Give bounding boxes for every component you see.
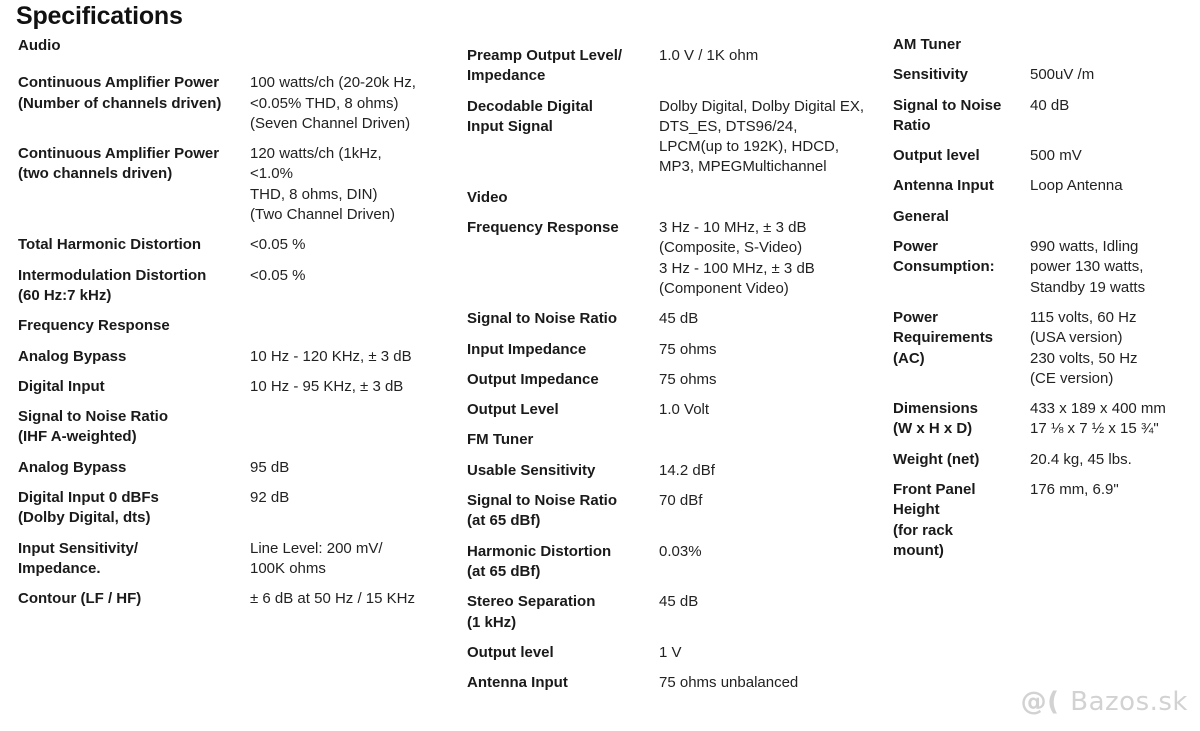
- at-logo-icon: @(: [1020, 687, 1060, 717]
- spec-row: [467, 673, 887, 693]
- spec-label: Audio: [18, 37, 61, 54]
- watermark-text: Bazos.sk: [1061, 687, 1188, 717]
- spec-value: 75 ohms unbalanced: [659, 674, 799, 692]
- spec-row: [18, 266, 448, 307]
- spec-label: AM Tuner: [893, 36, 962, 53]
- spec-row: [18, 347, 448, 367]
- watermark: [1021, 687, 1188, 717]
- spec-value: ± 6 dB at 50 Hz / 15 KHz: [250, 590, 415, 608]
- spec-row: [467, 592, 887, 633]
- spec-value: Dolby Digital, Dolby Digital EX, DTS_ES, DTS96/24, LPCM(up to 192K), HDCD, MP3, MPEGMultichannel: [659, 97, 865, 176]
- spec-value: 1.0 Volt: [659, 401, 710, 419]
- spec-row: [18, 407, 448, 448]
- spec-row: [467, 97, 887, 178]
- spec-row: [18, 377, 448, 397]
- spec-value: 433 x 189 x 400 mm 17 ⅛ x 7 ½ x 15 ¾": [1030, 400, 1166, 438]
- spec-row: [18, 36, 448, 56]
- spec-row: [467, 46, 887, 87]
- spec-column-audio: [18, 36, 448, 610]
- spec-value: 95 dB: [250, 458, 290, 476]
- spec-value: 10 Hz - 120 KHz, ± 3 dB: [250, 347, 412, 365]
- spec-row: [893, 96, 1193, 137]
- spec-label: Sensitivity: [893, 66, 969, 84]
- spec-label: Preamp Output Level/ Impedance: [467, 47, 623, 85]
- spec-label: Dimensions (W x H x D): [893, 400, 979, 438]
- spec-label: Continuous Amplifier Power (two channels driven): [18, 145, 220, 183]
- spec-row: [893, 480, 1193, 561]
- spec-label: Weight (net): [893, 450, 980, 468]
- spec-label: Output Level: [467, 401, 559, 419]
- spec-value: 3 Hz - 10 MHz, ± 3 dB (Composite, S-Video) 3 Hz - 100 MHz, ± 3 dB (Component Video): [659, 219, 815, 297]
- spec-value: <0.05 %: [250, 236, 306, 254]
- spec-label: Total Harmonic Distortion: [18, 236, 202, 254]
- spec-label: Front Panel Height (for rack mount): [893, 481, 976, 559]
- spec-value: 75 ohms: [659, 340, 717, 358]
- spec-row: [467, 400, 887, 420]
- spec-row: [18, 235, 448, 255]
- spec-label: Signal to Noise Ratio: [467, 310, 618, 328]
- spec-value: 0.03%: [659, 542, 702, 560]
- spec-label: Input Impedance: [467, 340, 587, 358]
- spec-value: 92 dB: [250, 489, 290, 507]
- spec-value: <0.05 %: [250, 266, 306, 284]
- spec-label: Digital Input 0 dBFs (Dolby Digital, dts): [18, 489, 159, 527]
- spec-row: [893, 450, 1193, 470]
- spec-value: 10 Hz - 95 KHz, ± 3 dB: [250, 377, 404, 395]
- spec-row: [18, 539, 448, 580]
- spec-label: Output level: [467, 643, 554, 661]
- spec-value: Line Level: 200 mV/ 100K ohms: [250, 539, 383, 577]
- spec-row: [18, 458, 448, 478]
- spec-label: Analog Bypass: [18, 458, 127, 476]
- spec-row: [467, 370, 887, 390]
- spec-label: Output Impedance: [467, 370, 599, 388]
- spec-label: Input Sensitivity/ Impedance.: [18, 539, 139, 577]
- spec-value: 75 ohms: [659, 370, 717, 388]
- spec-value: 100 watts/ch (20-20k Hz, <0.05% THD, 8 ohms) (Seven Channel Driven): [250, 74, 416, 132]
- spec-label: Analog Bypass: [18, 347, 127, 365]
- spec-row: [893, 308, 1193, 389]
- spec-row: [893, 399, 1193, 440]
- spec-row: [18, 589, 448, 609]
- spec-row: [467, 188, 887, 208]
- spec-label: Antenna Input: [893, 177, 994, 195]
- spec-value: 14.2 dBf: [659, 461, 715, 479]
- spec-row: [18, 73, 448, 134]
- spec-value: 1.0 V / 1K ohm: [659, 47, 759, 64]
- spec-label: Frequency Response: [18, 317, 170, 335]
- spec-row: [18, 316, 448, 336]
- spec-value: 500uV /m: [1030, 66, 1095, 84]
- spec-label: Output level: [893, 147, 980, 165]
- spec-row: [467, 430, 887, 450]
- spec-label: Video: [467, 188, 508, 206]
- spec-label: General: [893, 207, 949, 225]
- spec-value: 20.4 kg, 45 lbs.: [1030, 450, 1132, 468]
- spec-row: [893, 176, 1193, 196]
- spec-row: [467, 309, 887, 329]
- spec-row: [893, 237, 1193, 298]
- spec-value: 70 dBf: [659, 492, 703, 510]
- spec-value: 990 watts, Idling power 130 watts, Standby 19 watts: [1030, 238, 1146, 296]
- spec-value: 45 dB: [659, 310, 699, 328]
- spec-value: 40 dB: [1030, 96, 1070, 114]
- spec-value: Loop Antenna: [1030, 177, 1123, 195]
- spec-value: 500 mV: [1030, 147, 1082, 165]
- spec-label: Power Requirements (AC): [893, 308, 994, 367]
- spec-row: [893, 65, 1193, 85]
- spec-label: Decodable Digital Input Signal: [467, 97, 593, 135]
- spec-row: [893, 146, 1193, 166]
- spec-column-am-general: [893, 35, 1193, 561]
- page-title: Specifications: [16, 2, 183, 30]
- spec-row: [467, 340, 887, 360]
- spec-value: 120 watts/ch (1kHz, <1.0% THD, 8 ohms, DIN) (Two Channel Driven): [250, 145, 396, 224]
- spec-label: Frequency Response: [467, 219, 619, 237]
- spec-row: [467, 461, 887, 481]
- spec-label: Signal to Noise Ratio (IHF A-weighted): [18, 408, 169, 446]
- spec-row: [893, 35, 1193, 55]
- spec-label: Power Consumption:: [893, 238, 995, 276]
- spec-row: [467, 643, 887, 663]
- spec-row: [893, 207, 1193, 227]
- spec-value: 176 mm, 6.9": [1030, 481, 1119, 499]
- spec-row: [18, 488, 448, 529]
- spec-label: Signal to Noise Ratio: [893, 96, 1002, 134]
- spec-label: Contour (LF / HF): [18, 590, 142, 608]
- spec-label: Antenna Input: [467, 674, 568, 692]
- spec-row: [467, 542, 887, 583]
- spec-label: Intermodulation Distortion (60 Hz:7 kHz): [18, 266, 207, 304]
- spec-value: 45 dB: [659, 593, 699, 611]
- spec-row: [18, 144, 448, 225]
- spec-value: 115 volts, 60 Hz (USA version) 230 volts, 50 Hz (CE version): [1030, 308, 1138, 387]
- spec-row: [467, 218, 887, 299]
- spec-label: Harmonic Distortion (at 65 dBf): [467, 542, 612, 580]
- spec-row: [467, 491, 887, 532]
- spec-value: 1 V: [659, 643, 682, 661]
- spec-label: Continuous Amplifier Power (Number of channels driven): [18, 74, 222, 112]
- spec-column-video-fm: [467, 46, 887, 693]
- spec-label: Stereo Separation (1 kHz): [467, 593, 596, 631]
- spec-label: Usable Sensitivity: [467, 461, 596, 479]
- spec-label: FM Tuner: [467, 431, 534, 449]
- spec-label: Signal to Noise Ratio (at 65 dBf): [467, 492, 618, 530]
- spec-label: Digital Input: [18, 377, 105, 395]
